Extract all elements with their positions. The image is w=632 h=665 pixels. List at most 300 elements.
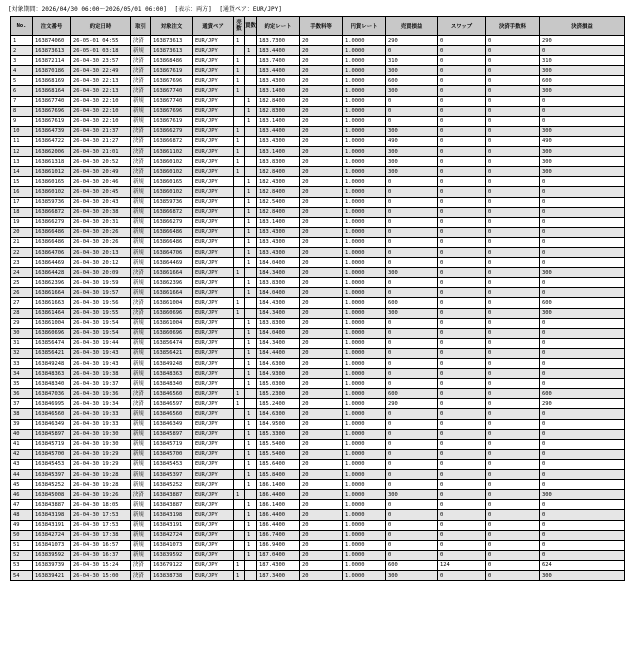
cell-execution-rate: 183.8300 [257, 157, 300, 167]
cell-execution-rate: 185.6400 [257, 459, 300, 469]
cell-trade-type: 新規 [131, 116, 151, 126]
cell-target-order: 163848340 [151, 379, 193, 389]
cell-settlement-fee: 0 [486, 369, 540, 379]
cell-trade-type: 新規 [131, 419, 151, 429]
cell-sell-qty [234, 449, 245, 459]
cell-execution-datetime: 26-04-30 19:55 [71, 308, 131, 318]
cell-buy-qty: 1 [245, 348, 257, 358]
cell-currency-pair: EUR/JPY [193, 409, 234, 419]
cell-settlement-pnl: 300 [540, 66, 625, 76]
cell-buy-qty: 1 [245, 106, 257, 116]
cell-buy-qty: 1 [245, 449, 257, 459]
cell-execution-datetime: 26-04-30 21:01 [71, 147, 131, 157]
table-row [11, 570, 625, 580]
cell-swap: 0 [438, 530, 486, 540]
cell-trade-type: 新規 [131, 338, 151, 348]
table-header [11, 17, 625, 36]
cell-settlement-fee: 0 [486, 177, 540, 187]
cell-order-number: 163841073 [33, 540, 71, 550]
cell-no: 50 [11, 530, 33, 540]
cell-buy-qty: 1 [245, 116, 257, 126]
table-row [11, 359, 625, 369]
cell-order-number: 163868169 [33, 76, 71, 86]
cell-trade-type: 新規 [131, 359, 151, 369]
cell-execution-rate: 184.0400 [257, 258, 300, 268]
cell-trade-type: 決済 [131, 147, 151, 157]
cell-sell-qty [234, 318, 245, 328]
cell-trade-type: 決済 [131, 298, 151, 308]
cell-swap: 0 [438, 470, 486, 480]
cell-sell-qty [234, 500, 245, 510]
cell-yen-rate: 1.0000 [343, 268, 386, 278]
cell-execution-rate: 185.2300 [257, 389, 300, 399]
cell-execution-datetime: 26-04-30 22:10 [71, 116, 131, 126]
cell-no: 30 [11, 328, 33, 338]
cell-execution-rate: 183.4300 [257, 136, 300, 146]
cell-trading-pnl: 0 [386, 449, 438, 459]
table-row [11, 247, 625, 257]
cell-settlement-fee: 0 [486, 359, 540, 369]
cell-swap: 0 [438, 177, 486, 187]
cell-execution-datetime: 26-04-30 19:59 [71, 278, 131, 288]
cell-trade-type: 新規 [131, 288, 151, 298]
cell-fees: 20 [300, 288, 343, 298]
cell-settlement-pnl: 290 [540, 399, 625, 409]
cell-settlement-pnl: 0 [540, 470, 625, 480]
cell-currency-pair: EUR/JPY [193, 379, 234, 389]
cell-buy-qty [245, 36, 257, 46]
cell-swap: 0 [438, 510, 486, 520]
table-row [11, 86, 625, 96]
cell-yen-rate: 1.0000 [343, 560, 386, 570]
cell-execution-rate: 187.0400 [257, 550, 300, 560]
cell-execution-rate: 183.1400 [257, 116, 300, 126]
cell-settlement-pnl: 0 [540, 379, 625, 389]
cell-fees: 20 [300, 399, 343, 409]
cell-yen-rate: 1.0000 [343, 136, 386, 146]
table-row [11, 429, 625, 439]
cell-no: 37 [11, 399, 33, 409]
cell-currency-pair: EUR/JPY [193, 480, 234, 490]
cell-currency-pair: EUR/JPY [193, 318, 234, 328]
cell-sell-qty [234, 217, 245, 227]
cell-sell-qty [234, 278, 245, 288]
cell-settlement-fee: 0 [486, 136, 540, 146]
cell-yen-rate: 1.0000 [343, 258, 386, 268]
cell-settlement-pnl: 600 [540, 298, 625, 308]
cell-sell-qty [234, 480, 245, 490]
cell-fees: 20 [300, 177, 343, 187]
cell-no: 20 [11, 227, 33, 237]
cell-target-order: 163867619 [151, 116, 193, 126]
cell-no: 16 [11, 187, 33, 197]
cell-no: 49 [11, 520, 33, 530]
cell-settlement-fee: 0 [486, 126, 540, 136]
cell-settlement-fee: 0 [486, 540, 540, 550]
cell-target-order: 163843887 [151, 500, 193, 510]
cell-order-number: 163864706 [33, 247, 71, 257]
cell-execution-datetime: 26-04-30 22:49 [71, 66, 131, 76]
cell-order-number: 163867619 [33, 116, 71, 126]
cell-trade-type: 新規 [131, 217, 151, 227]
header-settlement-pnl: 決済損益 [540, 17, 625, 36]
table-row [11, 106, 625, 116]
cell-execution-datetime: 26-04-30 20:26 [71, 227, 131, 237]
cell-fees: 20 [300, 560, 343, 570]
table-row [11, 298, 625, 308]
table-row [11, 510, 625, 520]
cell-execution-datetime: 26-04-30 22:13 [71, 76, 131, 86]
cell-target-order: 163845397 [151, 470, 193, 480]
cell-fees: 20 [300, 268, 343, 278]
cell-yen-rate: 1.0000 [343, 470, 386, 480]
cell-currency-pair: EUR/JPY [193, 540, 234, 550]
cell-execution-rate: 184.3400 [257, 338, 300, 348]
cell-currency-pair: EUR/JPY [193, 237, 234, 247]
cell-order-number: 163864739 [33, 126, 71, 136]
cell-trade-type: 新規 [131, 369, 151, 379]
cell-trade-type: 新規 [131, 480, 151, 490]
cell-fees: 20 [300, 480, 343, 490]
trade-history-table [10, 16, 625, 581]
cell-yen-rate: 1.0000 [343, 237, 386, 247]
cell-buy-qty [245, 136, 257, 146]
cell-execution-datetime: 26-04-30 19:30 [71, 429, 131, 439]
cell-trade-type: 新規 [131, 429, 151, 439]
cell-buy-qty: 1 [245, 429, 257, 439]
cell-target-order: 163861004 [151, 298, 193, 308]
cell-trade-type: 決済 [131, 76, 151, 86]
cell-swap: 0 [438, 46, 486, 56]
cell-trade-type: 新規 [131, 379, 151, 389]
cell-fees: 20 [300, 136, 343, 146]
table-row [11, 470, 625, 480]
cell-swap: 0 [438, 96, 486, 106]
cell-target-order: 163867619 [151, 66, 193, 76]
cell-sell-qty [234, 187, 245, 197]
cell-target-order: 163842724 [151, 530, 193, 540]
cell-target-order: 163861664 [151, 268, 193, 278]
cell-settlement-fee: 0 [486, 207, 540, 217]
cell-execution-datetime: 26-04-30 23:57 [71, 56, 131, 66]
cell-settlement-fee: 0 [486, 217, 540, 227]
cell-no: 2 [11, 46, 33, 56]
cell-trading-pnl: 0 [386, 379, 438, 389]
table-row [11, 399, 625, 409]
cell-settlement-fee: 0 [486, 157, 540, 167]
cell-execution-datetime: 26-04-30 19:43 [71, 359, 131, 369]
cell-trade-type: 新規 [131, 550, 151, 560]
cell-execution-rate: 183.1400 [257, 86, 300, 96]
cell-sell-qty [234, 550, 245, 560]
cell-buy-qty: 1 [245, 328, 257, 338]
cell-currency-pair: EUR/JPY [193, 369, 234, 379]
cell-fees: 20 [300, 66, 343, 76]
cell-yen-rate: 1.0000 [343, 46, 386, 56]
cell-no: 11 [11, 136, 33, 146]
table-row [11, 76, 625, 86]
cell-buy-qty [245, 399, 257, 409]
cell-trading-pnl: 0 [386, 419, 438, 429]
cell-sell-qty [234, 359, 245, 369]
cell-yen-rate: 1.0000 [343, 429, 386, 439]
cell-target-order: 163845700 [151, 449, 193, 459]
table-row [11, 177, 625, 187]
cell-currency-pair: EUR/JPY [193, 197, 234, 207]
cell-buy-qty: 1 [245, 470, 257, 480]
cell-no: 3 [11, 56, 33, 66]
cell-trade-type: 新規 [131, 530, 151, 540]
cell-execution-datetime: 26-04-30 20:49 [71, 167, 131, 177]
cell-trade-type: 新規 [131, 237, 151, 247]
cell-no: 23 [11, 258, 33, 268]
cell-no: 6 [11, 86, 33, 96]
cell-trading-pnl: 300 [386, 268, 438, 278]
cell-order-number: 163867696 [33, 106, 71, 116]
cell-buy-qty: 1 [245, 197, 257, 207]
cell-trade-type: 新規 [131, 459, 151, 469]
cell-target-order: 163845252 [151, 480, 193, 490]
cell-no: 33 [11, 359, 33, 369]
cell-execution-datetime: 26-04-30 20:45 [71, 187, 131, 197]
cell-sell-qty [234, 369, 245, 379]
cell-execution-datetime: 26-04-30 19:43 [71, 348, 131, 358]
cell-settlement-pnl: 0 [540, 318, 625, 328]
cell-settlement-fee: 0 [486, 550, 540, 560]
cell-trade-type: 決済 [131, 268, 151, 278]
cell-target-order: 163843191 [151, 520, 193, 530]
header-target-order: 対象注文 [151, 17, 193, 36]
cell-currency-pair: EUR/JPY [193, 278, 234, 288]
cell-no: 29 [11, 318, 33, 328]
table-body [11, 36, 625, 581]
cell-settlement-fee: 0 [486, 167, 540, 177]
cell-settlement-fee: 0 [486, 278, 540, 288]
cell-buy-qty: 1 [245, 359, 257, 369]
cell-no: 36 [11, 389, 33, 399]
cell-settlement-fee: 0 [486, 419, 540, 429]
cell-order-number: 163845700 [33, 449, 71, 459]
cell-execution-rate: 186.1400 [257, 480, 300, 490]
cell-order-number: 163842724 [33, 530, 71, 540]
cell-settlement-pnl: 0 [540, 369, 625, 379]
cell-execution-datetime: 26-04-30 17:53 [71, 510, 131, 520]
cell-settlement-pnl: 0 [540, 419, 625, 429]
cell-swap: 0 [438, 520, 486, 530]
table-row [11, 116, 625, 126]
table-row [11, 207, 625, 217]
cell-buy-qty: 1 [245, 409, 257, 419]
cell-trading-pnl: 0 [386, 116, 438, 126]
cell-settlement-pnl: 300 [540, 490, 625, 500]
cell-order-number: 163839421 [33, 570, 71, 580]
cell-fees: 20 [300, 500, 343, 510]
cell-currency-pair: EUR/JPY [193, 136, 234, 146]
cell-fees: 20 [300, 328, 343, 338]
cell-no: 14 [11, 167, 33, 177]
cell-target-order: 163845453 [151, 459, 193, 469]
cell-yen-rate: 1.0000 [343, 197, 386, 207]
cell-execution-rate: 183.4300 [257, 227, 300, 237]
cell-trading-pnl: 0 [386, 530, 438, 540]
table-row [11, 217, 625, 227]
cell-execution-datetime: 26-04-30 16:57 [71, 540, 131, 550]
cell-swap: 0 [438, 147, 486, 157]
table-row [11, 56, 625, 66]
cell-execution-datetime: 26-04-30 19:54 [71, 328, 131, 338]
cell-swap: 0 [438, 116, 486, 126]
cell-trading-pnl: 0 [386, 550, 438, 560]
cell-settlement-pnl: 300 [540, 86, 625, 96]
cell-trading-pnl: 290 [386, 36, 438, 46]
cell-execution-datetime: 26-04-30 20:13 [71, 247, 131, 257]
cell-no: 48 [11, 510, 33, 520]
cell-order-number: 163866279 [33, 217, 71, 227]
cell-currency-pair: EUR/JPY [193, 560, 234, 570]
cell-trading-pnl: 0 [386, 177, 438, 187]
cell-target-order: 163867740 [151, 96, 193, 106]
cell-trade-type: 新規 [131, 247, 151, 257]
cell-swap: 0 [438, 217, 486, 227]
cell-currency-pair: EUR/JPY [193, 268, 234, 278]
cell-trade-type: 新規 [131, 207, 151, 217]
cell-fees: 20 [300, 459, 343, 469]
cell-sell-qty [234, 520, 245, 530]
cell-order-number: 163846995 [33, 399, 71, 409]
cell-order-number: 163839592 [33, 550, 71, 560]
cell-settlement-pnl: 0 [540, 96, 625, 106]
cell-settlement-pnl: 300 [540, 268, 625, 278]
cell-settlement-fee: 0 [486, 530, 540, 540]
cell-order-number: 163845252 [33, 480, 71, 490]
cell-trading-pnl: 0 [386, 500, 438, 510]
cell-order-number: 163848363 [33, 369, 71, 379]
cell-buy-qty: 1 [245, 227, 257, 237]
cell-trade-type: 決済 [131, 490, 151, 500]
cell-currency-pair: EUR/JPY [193, 288, 234, 298]
cell-currency-pair: EUR/JPY [193, 389, 234, 399]
cell-settlement-fee: 0 [486, 187, 540, 197]
cell-trading-pnl: 0 [386, 510, 438, 520]
cell-sell-qty: 1 [234, 268, 245, 278]
cell-trade-type: 新規 [131, 227, 151, 237]
cell-settlement-pnl: 300 [540, 308, 625, 318]
cell-settlement-pnl: 0 [540, 348, 625, 358]
filter-currency-pair: [通貨ペア：EUR/JPY] [219, 6, 282, 13]
cell-execution-rate: 186.4400 [257, 520, 300, 530]
cell-buy-qty: 1 [245, 247, 257, 257]
cell-sell-qty [234, 328, 245, 338]
table-row [11, 490, 625, 500]
cell-execution-rate: 185.5400 [257, 449, 300, 459]
cell-yen-rate: 1.0000 [343, 167, 386, 177]
cell-execution-datetime: 26-05-01 03:18 [71, 46, 131, 56]
cell-yen-rate: 1.0000 [343, 389, 386, 399]
table-row [11, 258, 625, 268]
cell-currency-pair: EUR/JPY [193, 530, 234, 540]
cell-currency-pair: EUR/JPY [193, 510, 234, 520]
cell-execution-rate: 187.3400 [257, 570, 300, 580]
cell-no: 17 [11, 197, 33, 207]
cell-buy-qty: 1 [245, 369, 257, 379]
table-row [11, 550, 625, 560]
table-row [11, 197, 625, 207]
cell-yen-rate: 1.0000 [343, 540, 386, 550]
cell-buy-qty: 1 [245, 520, 257, 530]
cell-order-number: 163859736 [33, 197, 71, 207]
header-sell-qty: 売数 [234, 17, 245, 36]
cell-settlement-pnl: 490 [540, 136, 625, 146]
cell-currency-pair: EUR/JPY [193, 76, 234, 86]
cell-execution-rate: 186.4400 [257, 510, 300, 520]
cell-sell-qty [234, 46, 245, 56]
cell-order-number: 163861664 [33, 288, 71, 298]
cell-buy-qty [245, 389, 257, 399]
cell-execution-datetime: 26-04-30 19:33 [71, 419, 131, 429]
cell-yen-rate: 1.0000 [343, 217, 386, 227]
cell-execution-rate: 184.9500 [257, 419, 300, 429]
cell-settlement-pnl: 600 [540, 76, 625, 86]
cell-sell-qty [234, 379, 245, 389]
table-row [11, 46, 625, 56]
cell-execution-rate: 182.8400 [257, 187, 300, 197]
cell-order-number: 163873613 [33, 46, 71, 56]
cell-currency-pair: EUR/JPY [193, 207, 234, 217]
cell-swap: 0 [438, 126, 486, 136]
cell-trade-type: 新規 [131, 348, 151, 358]
cell-trading-pnl: 300 [386, 86, 438, 96]
filter-summary [8, 6, 286, 14]
cell-currency-pair: EUR/JPY [193, 359, 234, 369]
cell-target-order: 163838738 [151, 570, 193, 580]
cell-target-order: 163873613 [151, 46, 193, 56]
cell-settlement-pnl: 0 [540, 540, 625, 550]
cell-order-number: 163861004 [33, 318, 71, 328]
cell-settlement-fee: 0 [486, 237, 540, 247]
cell-swap: 0 [438, 550, 486, 560]
cell-settlement-pnl: 0 [540, 439, 625, 449]
cell-yen-rate: 1.0000 [343, 500, 386, 510]
cell-settlement-fee: 0 [486, 439, 540, 449]
cell-target-order: 163867696 [151, 106, 193, 116]
cell-currency-pair: EUR/JPY [193, 399, 234, 409]
cell-settlement-fee: 0 [486, 480, 540, 490]
cell-trade-type: 新規 [131, 258, 151, 268]
table-row [11, 36, 625, 46]
cell-swap: 0 [438, 167, 486, 177]
cell-settlement-pnl: 0 [540, 328, 625, 338]
cell-no: 39 [11, 419, 33, 429]
cell-target-order: 163679122 [151, 560, 193, 570]
cell-settlement-fee: 0 [486, 308, 540, 318]
cell-target-order: 163859736 [151, 197, 193, 207]
cell-sell-qty [234, 116, 245, 126]
cell-execution-rate: 185.2400 [257, 399, 300, 409]
cell-yen-rate: 1.0000 [343, 207, 386, 217]
cell-execution-rate: 183.4300 [257, 76, 300, 86]
cell-trading-pnl: 600 [386, 76, 438, 86]
cell-execution-rate: 182.8400 [257, 207, 300, 217]
cell-order-number: 163861663 [33, 298, 71, 308]
cell-order-number: 163860696 [33, 328, 71, 338]
cell-buy-qty: 1 [245, 207, 257, 217]
cell-execution-rate: 184.3400 [257, 308, 300, 318]
cell-swap: 0 [438, 338, 486, 348]
cell-sell-qty: 1 [234, 136, 245, 146]
table-row [11, 318, 625, 328]
cell-order-number: 163864722 [33, 136, 71, 146]
cell-execution-rate: 184.4300 [257, 298, 300, 308]
